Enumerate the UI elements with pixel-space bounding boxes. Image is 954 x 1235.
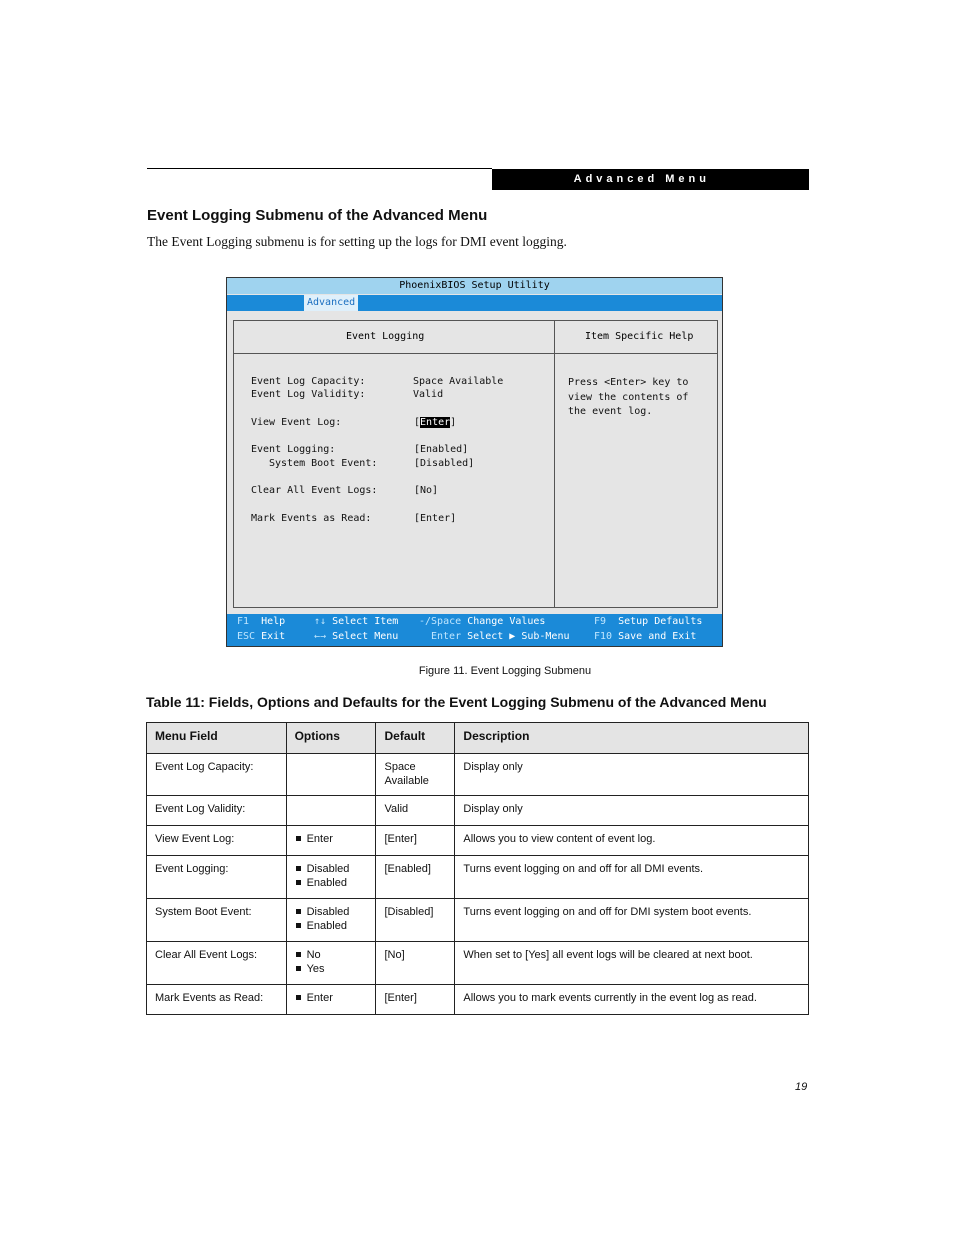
bios-screenshot <box>226 277 723 647</box>
panel-divider-vertical <box>554 321 555 607</box>
f9-key: F9 <box>594 616 607 627</box>
cell-description: Allows you to mark events currently in the event log as read. <box>455 985 809 1015</box>
cell-field: Mark Events as Read: <box>147 985 287 1015</box>
table-row <box>147 796 809 826</box>
table-row <box>147 856 809 899</box>
cell-default: [Enabled] <box>376 856 455 899</box>
esc-key: ESC <box>237 631 256 642</box>
footer-enter <box>431 631 570 642</box>
cell-options <box>286 985 376 1015</box>
row-boot-value[interactable]: [Disabled] <box>414 458 475 469</box>
cell-field: Clear All Event Logs: <box>147 942 287 985</box>
cell-field: View Event Log: <box>147 826 287 856</box>
table-row <box>147 942 809 985</box>
view-bracket-close: ] <box>450 417 457 428</box>
updown-text: Select Item <box>332 616 399 627</box>
col-header-options: Options <box>286 723 376 754</box>
enter-key: Enter <box>431 631 462 642</box>
fields-table <box>146 722 809 1015</box>
leftright-text: Select Menu <box>332 631 399 642</box>
header-rule <box>147 168 492 169</box>
table-header-row <box>147 723 809 754</box>
row-view-label[interactable]: View Event Log: <box>251 417 342 428</box>
table-row <box>147 899 809 942</box>
section-intro: The Event Logging submenu is for setting up the logs for DMI event logging. <box>147 234 567 249</box>
footer-leftright <box>314 631 398 642</box>
option-bullet: No <box>295 948 368 962</box>
view-bracket-open: [ <box>414 417 421 428</box>
row-capacity-label: Event Log Capacity: <box>251 376 366 387</box>
row-mark-value[interactable]: [Enter] <box>414 513 457 524</box>
row-capacity-value: Space Available <box>413 376 504 387</box>
cell-default: Valid <box>376 796 455 826</box>
cell-description: Display only <box>455 796 809 826</box>
cell-field: Event Logging: <box>147 856 287 899</box>
option-bullet: Disabled <box>295 862 368 876</box>
cell-default: [No] <box>376 942 455 985</box>
footer-updown <box>314 616 398 627</box>
enter-text: Select ▶ Sub-Menu <box>467 631 570 642</box>
cell-field: Event Log Validity: <box>147 796 287 826</box>
cell-description: Allows you to view content of event log. <box>455 826 809 856</box>
col-header-default: Default <box>376 723 455 754</box>
option-bullet: Enabled <box>295 876 368 890</box>
cell-description: When set to [Yes] all event logs will be cleared at next boot. <box>455 942 809 985</box>
cell-field: System Boot Event: <box>147 899 287 942</box>
cell-description: Turns event logging on and off for all DMI events. <box>455 856 809 899</box>
figure-caption <box>0 665 954 677</box>
f10-key: F10 <box>594 631 613 642</box>
view-enter-highlight[interactable]: Enter <box>420 417 451 428</box>
f10-text: Save and Exit <box>618 631 697 642</box>
cell-options <box>286 754 376 796</box>
cell-description: Display only <box>455 754 809 796</box>
cell-options <box>286 942 376 985</box>
cell-default: [Enter] <box>376 826 455 856</box>
cell-options <box>286 826 376 856</box>
col-header-menu-field: Menu Field <box>147 723 287 754</box>
row-mark-label[interactable]: Mark Events as Read: <box>251 513 372 524</box>
row-clear-label[interactable]: Clear All Event Logs: <box>251 485 378 496</box>
cell-default: [Disabled] <box>376 899 455 942</box>
row-validity-label: Event Log Validity: <box>251 389 366 400</box>
footer-f9 <box>594 616 702 627</box>
table-row <box>147 985 809 1015</box>
bios-help-text: Press <Enter> key to view the contents of the event log. <box>568 377 689 417</box>
chapter-header-tab: Advanced Menu <box>492 169 809 190</box>
cell-options <box>286 796 376 826</box>
minus-space-key: -/Space <box>419 616 462 627</box>
row-clear-value[interactable]: [No] <box>414 485 439 496</box>
f1-key: F1 <box>237 616 250 627</box>
table-title: Table 11: Fields, Options and Defaults for the Event Logging Submenu of the Advanced Menu <box>146 694 767 710</box>
panel-divider-horizontal <box>234 353 717 354</box>
bios-title-bar: PhoenixBIOS Setup Utility <box>227 278 722 294</box>
option-bullet: Disabled <box>295 905 368 919</box>
footer-minus-space <box>419 616 545 627</box>
minus-space-text: Change Values <box>467 616 546 627</box>
footer-f10 <box>594 631 696 642</box>
option-bullet: Enabled <box>295 919 368 933</box>
bios-panel-title: Event Logging <box>346 331 425 342</box>
cell-options <box>286 856 376 899</box>
cell-default: Space Available <box>376 754 455 796</box>
cell-field: Event Log Capacity: <box>147 754 287 796</box>
section-title: Event Logging Submenu of the Advanced Menu <box>147 207 488 224</box>
row-logging-value[interactable]: [Enabled] <box>414 444 469 455</box>
leftright-arrows-icon: ←→ <box>314 631 327 642</box>
table-row <box>147 826 809 856</box>
bios-panel <box>233 320 718 608</box>
option-bullet: Enter <box>295 991 368 1005</box>
bios-help-title: Item Specific Help <box>585 331 694 342</box>
updown-arrows-icon: ↑↓ <box>314 616 327 627</box>
row-view-value[interactable] <box>414 417 456 428</box>
f9-text: Setup Defaults <box>618 616 703 627</box>
row-boot-label[interactable]: System Boot Event: <box>269 458 378 469</box>
f1-text: Help <box>261 616 286 627</box>
figure-caption-text: Figure 11. Event Logging Submenu <box>418 665 592 677</box>
footer-f1 <box>237 616 285 627</box>
page-number: 19 <box>795 1081 808 1093</box>
bios-footer <box>227 614 722 646</box>
cell-options <box>286 899 376 942</box>
cell-default: [Enter] <box>376 985 455 1015</box>
table-row <box>147 754 809 796</box>
bios-menu-advanced[interactable]: Advanced <box>304 295 358 311</box>
row-logging-label[interactable]: Event Logging: <box>251 444 336 455</box>
option-bullet: Enter <box>295 832 368 846</box>
cell-description: Turns event logging on and off for DMI system boot events. <box>455 899 809 942</box>
footer-esc <box>237 631 285 642</box>
option-bullet: Yes <box>295 962 368 976</box>
esc-text: Exit <box>261 631 286 642</box>
bios-menu-bar <box>227 295 722 311</box>
col-header-description: Description <box>455 723 809 754</box>
row-validity-value: Valid <box>413 389 444 400</box>
